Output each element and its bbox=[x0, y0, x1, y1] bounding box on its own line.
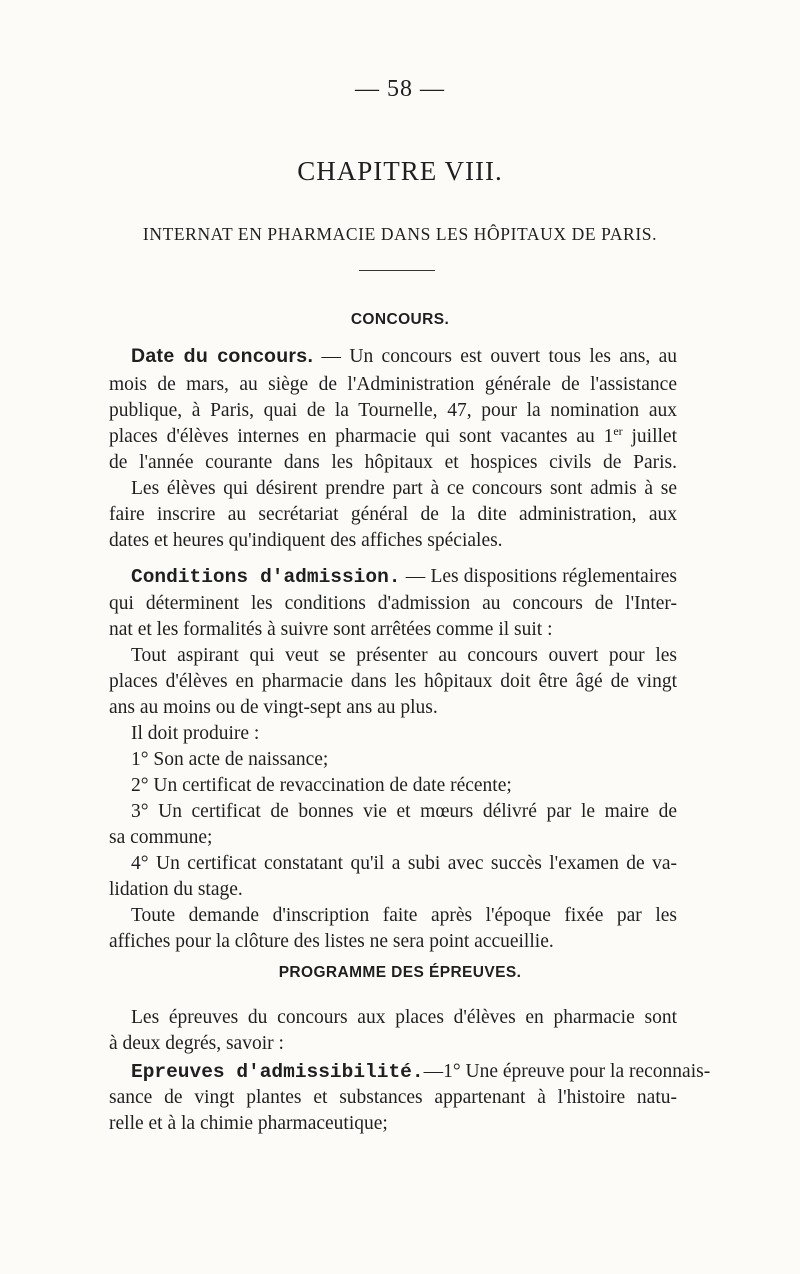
text-line: Toute demande d'inscription faite après l'époque fixée par les bbox=[131, 905, 677, 926]
text-line bbox=[109, 423, 677, 451]
text-line: sance de vingt plantes et substances appartenant à l'histoire natu- bbox=[109, 1087, 677, 1108]
text-line: places d'élèves en pharmacie dans les hôpitaux doit être âgé de vingt bbox=[109, 671, 677, 692]
separator-rule bbox=[359, 270, 435, 271]
list-item: 3° Un certificat de bonnes vie et mœurs délivré par le maire de bbox=[131, 801, 677, 822]
text-line: affiches pour la clôture des listes ne sera point accueillie. bbox=[109, 931, 554, 952]
page-number: — 58 — bbox=[355, 76, 445, 102]
text-line: Il doit produire : bbox=[131, 723, 260, 744]
list-item: 4° Un certificat constatant qu'il a subi avec succès l'examen de va- bbox=[131, 853, 677, 874]
text-line: nat et les formalités à suivre sont arrêtées comme il suit : bbox=[109, 619, 553, 640]
text-run: — Les dispositions réglementaires bbox=[400, 566, 677, 587]
superscript: er bbox=[613, 424, 623, 438]
text-line: Les épreuves du concours aux places d'élèves en pharmacie sont bbox=[131, 1007, 677, 1028]
chapter-title: CHAPITRE VIII. bbox=[297, 156, 503, 186]
epreuves-lead: Epreuves d'admissibilité. bbox=[131, 1061, 424, 1083]
text-line: à deux degrés, savoir : bbox=[109, 1033, 284, 1054]
text-line: publique, à Paris, quai de la Tournelle, 47, pour la nomination aux bbox=[109, 400, 677, 421]
list-item: 1° Son acte de naissance; bbox=[131, 749, 329, 770]
text-line: mois de mars, au siège de l'Administration générale de l'assistance bbox=[109, 374, 677, 395]
text-line: lidation du stage. bbox=[109, 879, 243, 900]
text-line: Tout aspirant qui veut se présenter au concours ouvert pour les bbox=[131, 645, 677, 666]
concours-heading: CONCOURS. bbox=[350, 311, 450, 328]
text-run: — Un concours est ouvert tous les ans, au bbox=[313, 346, 677, 367]
date-lead: Date du concours. bbox=[131, 345, 314, 367]
text-line: qui déterminent les conditions d'admission au concours de l'Inter- bbox=[109, 593, 677, 614]
text-line: dates et heures qu'indiquent des affiches spéciales. bbox=[109, 530, 503, 551]
text-run: —1° Une épreuve pour la reconnais- bbox=[423, 1061, 711, 1082]
text-run: juillet bbox=[622, 426, 677, 447]
programme-heading: PROGRAMME DES ÉPREUVES. bbox=[278, 964, 522, 981]
text-line: relle et à la chimie pharmaceutique; bbox=[109, 1113, 388, 1134]
section-title: INTERNAT EN PHARMACIE DANS LES HÔPITAUX DE PARIS. bbox=[142, 224, 658, 244]
text-line: de l'année courante dans les hôpitaux et hospices civils de Paris. bbox=[109, 452, 677, 473]
text-line: Les élèves qui désirent prendre part à ce concours sont admis à se bbox=[131, 478, 677, 499]
text-line: ans au moins ou de vingt-sept ans au plus. bbox=[109, 697, 438, 718]
epreuves-paragraph-line bbox=[131, 1058, 711, 1086]
text-line: faire inscrire au secrétariat général de la dite administration, aux bbox=[109, 504, 677, 525]
conditions-lead: Conditions d'admission. bbox=[131, 566, 401, 588]
text-run: places d'élèves internes en pharmacie qui sont vacantes au 1 bbox=[109, 426, 614, 447]
list-item: 2° Un certificat de revaccination de date récente; bbox=[131, 775, 512, 796]
date-paragraph-line bbox=[131, 342, 677, 370]
conditions-paragraph-line bbox=[131, 563, 677, 591]
text-line: sa commune; bbox=[109, 827, 213, 848]
